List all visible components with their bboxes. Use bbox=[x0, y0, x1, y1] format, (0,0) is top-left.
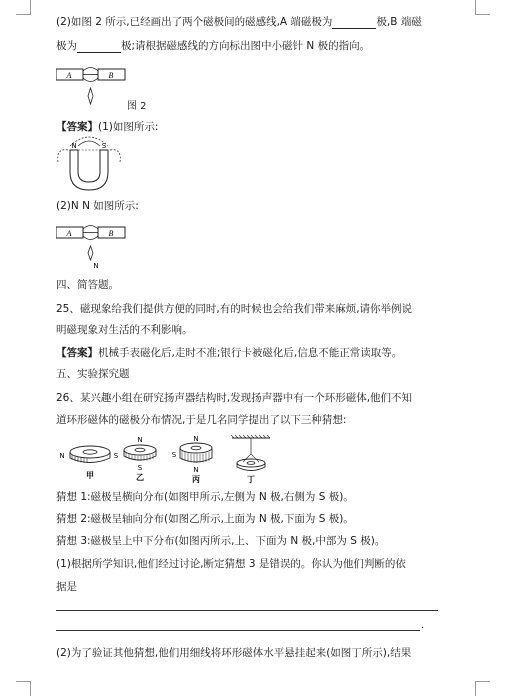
horseshoe-magnet bbox=[70, 150, 108, 190]
crop-mark-top-right bbox=[475, 0, 490, 15]
ring-magnet-bing bbox=[172, 435, 212, 474]
label-n: N bbox=[71, 142, 77, 150]
end-period: . bbox=[421, 620, 425, 631]
label-a: A bbox=[66, 229, 72, 238]
answer-2: (2)N N 如图所示: bbox=[56, 200, 139, 212]
field-line bbox=[110, 150, 120, 162]
label-a: A bbox=[66, 71, 72, 80]
crop-mark-bottom-left bbox=[16, 681, 31, 696]
field-line bbox=[83, 68, 98, 72]
answer-figure-magnets bbox=[56, 218, 126, 270]
answer-25 bbox=[56, 346, 402, 360]
answer-line bbox=[56, 630, 420, 631]
question-text: 极为 bbox=[56, 40, 77, 52]
answer-line bbox=[56, 610, 438, 611]
ring-magnet-yi bbox=[124, 436, 156, 472]
question-part2-line1 bbox=[56, 15, 422, 29]
field-line bbox=[83, 78, 98, 82]
answer-tag: 【答案】 bbox=[56, 121, 98, 133]
question-text: 极,B 端磁 bbox=[376, 16, 422, 28]
section-4-heading: 四、简答题。 bbox=[56, 279, 119, 291]
horseshoe-magnet-figure bbox=[56, 136, 122, 194]
question-26-2-line1: (2)为了验证其他猜想,他们用细线将环形磁体水平悬挂起来(如图丁所示),结果 bbox=[56, 647, 412, 659]
answer-text: 机械手表磁化后,走时不准;银行卡被磁化后,信息不能正常读取等。 bbox=[98, 347, 403, 359]
field-line bbox=[58, 150, 68, 162]
crop-mark-bottom-right bbox=[475, 681, 490, 696]
label-b: B bbox=[108, 71, 114, 80]
label-s: S bbox=[113, 452, 119, 460]
compass-needle bbox=[88, 246, 93, 260]
question-text: 极;请根据磁感线的方向标出图中小磁针 N 极的指向。 bbox=[121, 40, 371, 52]
label-s: S bbox=[101, 142, 107, 150]
crop-mark-top-left bbox=[16, 0, 31, 15]
label-s-middle: S bbox=[171, 451, 177, 459]
field-line bbox=[83, 236, 98, 240]
caption-jia: 甲 bbox=[86, 471, 94, 480]
question-25-line2: 明磁现象对生活的不利影响。 bbox=[56, 324, 193, 336]
guess-2: 猜想 2:磁极呈轴向分布(如图乙所示,上面为 N 极,下面为 S 极)。 bbox=[56, 513, 354, 525]
answer-blank bbox=[332, 16, 376, 29]
guess-3: 猜想 3:磁极呈上中下分布(如图丙所示,上、下面为 N 极,中部为 S 极)。 bbox=[56, 535, 386, 547]
ring-magnet-figures bbox=[56, 434, 286, 484]
caption-yi: 乙 bbox=[136, 473, 144, 482]
compass-needle bbox=[88, 88, 93, 104]
suspended-ring-ding bbox=[231, 435, 270, 471]
label-n-top: N bbox=[193, 435, 199, 443]
section-5-heading: 五、实验探究题 bbox=[56, 368, 130, 380]
question-26-line2: 道环形磁体的磁极分布情况,于是几名同学提出了以下三种猜想: bbox=[56, 414, 347, 426]
question-26-1-line1: (1)根据所学知识,他们经过讨论,断定猜想 3 是错误的。你认为他们判断的依 bbox=[56, 558, 406, 570]
field-line bbox=[78, 141, 100, 146]
label-n: N bbox=[137, 436, 143, 444]
needle-n-label: N bbox=[93, 262, 99, 270]
question-part2-line2 bbox=[56, 39, 370, 53]
label-b: B bbox=[108, 229, 114, 238]
ring-magnet-jia bbox=[59, 446, 118, 463]
caption-ding: 丁 bbox=[247, 475, 255, 484]
caption-bing: 丙 bbox=[192, 475, 200, 484]
question-26-line1: 26、某兴趣小组在研究扬声器结构时,发现扬声器中有一个环形磁体,他们不知 bbox=[56, 392, 413, 404]
guess-1: 猜想 1:磁极呈横向分布(如图甲所示,左侧为 N 极,右侧为 S 极)。 bbox=[56, 491, 354, 503]
label-s: S bbox=[137, 464, 143, 472]
answer-1 bbox=[56, 120, 158, 134]
answer-tag: 【答案】 bbox=[56, 347, 98, 359]
question-26-1-line2: 据是 bbox=[56, 581, 77, 593]
question-text: (2)如图 2 所示,已经画出了两个磁极间的磁感线,A 端磁极为 bbox=[56, 16, 333, 28]
answer-text: (1)如图所示: bbox=[98, 121, 159, 133]
answer-blank bbox=[77, 40, 121, 53]
question-25-line1: 25、磁现象给我们提供方便的同时,有的时候也会给我们带来麻烦,请你举例说 bbox=[56, 303, 413, 315]
figure-2-caption: 图 2 bbox=[127, 101, 147, 112]
figure-2-magnets bbox=[56, 60, 126, 110]
field-line bbox=[83, 226, 98, 230]
label-n-bottom: N bbox=[193, 466, 199, 474]
label-n: N bbox=[59, 452, 65, 460]
